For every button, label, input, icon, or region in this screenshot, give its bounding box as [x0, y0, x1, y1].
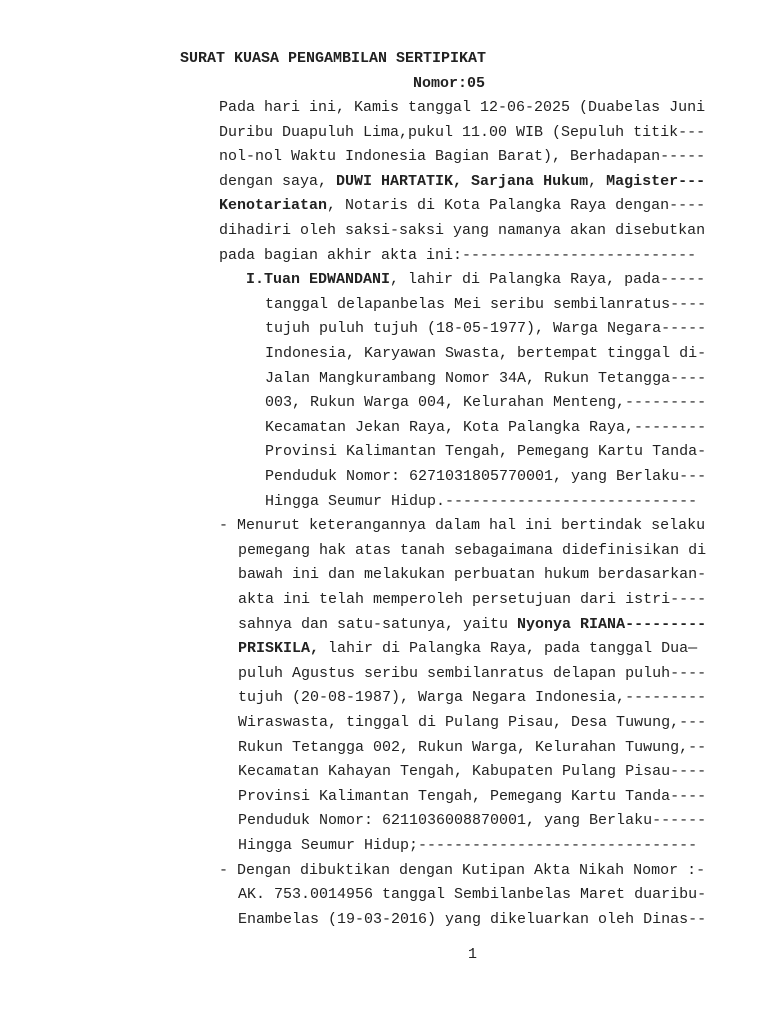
text-line — [219, 96, 705, 121]
text-line — [219, 194, 705, 219]
text-line — [265, 293, 706, 318]
text-run: Penduduk Nomor: 6211036008870001, yang Berlaku------ — [238, 812, 707, 830]
text-line — [238, 809, 706, 834]
text-run: Hingga Seumur Hidup;------------------------------- — [238, 837, 698, 854]
text-run: Indonesia, Karyawan Swasta, bertempat tinggal di- — [265, 345, 707, 362]
text-run: bawah ini dan melakukan perbuatan hukum berdasarkan- — [238, 566, 707, 584]
bold-text: Tuan EDWANDANI — [264, 271, 391, 289]
text-line — [238, 539, 706, 564]
text-run: 003, Rukun Warga 004, Kelurahan Menteng,--------- — [265, 394, 707, 412]
text-run: Hingga Seumur Hidup.---------------------------- — [265, 492, 698, 510]
text-line — [238, 588, 706, 613]
text-line — [238, 908, 706, 933]
text-run: Pada hari ini, Kamis tanggal 12-06-2025 (Duabelas Juni — [219, 99, 706, 116]
text-line — [238, 883, 706, 908]
bold-text: DUWI HARTATIK, Sarjana Hukum — [336, 172, 589, 190]
text-line — [238, 563, 706, 588]
text-line — [265, 465, 706, 490]
text-line — [219, 121, 705, 146]
text-run: tujuh puluh tujuh (18-05-1977), Warga Negara----- — [265, 320, 707, 338]
bold-text: I. — [246, 271, 265, 289]
text-run: , Notaris di Kota Palangka Raya dengan---- — [327, 197, 706, 215]
text-line — [238, 686, 706, 711]
text-run: Enambelas (19-03-2016) yang dikeluarkan oleh Dinas-- — [238, 910, 707, 928]
document-number: Nomor:05 — [413, 75, 486, 92]
text-run: , — [588, 172, 607, 190]
text-run: Kecamatan Jekan Raya, Kota Palangka Raya,-------- — [265, 418, 707, 436]
text-line — [219, 244, 696, 269]
text-line — [265, 490, 697, 515]
text-run: lahir di Palangka Raya, pada tanggal Dua— — [319, 640, 698, 658]
text-run: pemegang hak atas tanah sebagaimana didefinisikan di — [238, 541, 707, 559]
text-line — [265, 367, 706, 392]
document-title: SURAT KUASA PENGAMBILAN SERTIPIKAT — [180, 50, 487, 67]
text-run: Penduduk Nomor: 6271031805770001, yang Berlaku--- — [265, 468, 707, 485]
text-line — [238, 637, 697, 662]
text-line — [219, 859, 705, 884]
text-run: Rukun Tetangga 002, Rukun Warga, Kelurahan Tuwung,-- — [238, 738, 707, 756]
text-run: Duribu Duapuluh Lima,pukul 11.00 WIB (Sepuluh titik--- — [219, 123, 706, 141]
text-run: Jalan Mangkurambang Nomor 34A, Rukun Tetangga---- — [265, 369, 707, 387]
text-run: - Dengan dibuktikan dengan Kutipan Akta Nikah Nomor :- — [219, 861, 706, 879]
text-line — [238, 711, 706, 736]
text-line — [238, 613, 706, 638]
text-run: AK. 753.0014956 tanggal Sembilanbelas Maret duaribu- — [238, 886, 707, 904]
text-line — [219, 514, 705, 539]
text-line — [265, 342, 706, 367]
text-run: dihadiri oleh saksi-saksi yang namanya akan disebutkan — [219, 222, 706, 239]
bold-text: Kenotariatan — [219, 197, 328, 215]
text-line — [238, 760, 706, 785]
text-line — [238, 785, 706, 810]
text-line — [265, 416, 706, 441]
text-line — [265, 391, 706, 416]
text-run: - Menurut keterangannya dalam hal ini bertindak selaku — [219, 517, 706, 535]
text-run: tujuh (20-08-1987), Warga Negara Indonesia,--------- — [238, 689, 707, 707]
text-run: puluh Agustus seribu sembilanratus delapan puluh---- — [238, 664, 707, 682]
text-line — [219, 219, 705, 244]
text-line — [219, 145, 705, 170]
bold-text: PRISKILA, — [238, 640, 320, 658]
text-run: Provinsi Kalimantan Tengah, Pemegang Kartu Tanda---- — [238, 787, 707, 805]
page-number: 1 — [468, 946, 478, 963]
text-run: , lahir di Palangka Raya, pada----- — [390, 271, 706, 289]
text-run: pada bagian akhir akta ini:-------------------------- — [219, 246, 697, 264]
text-run: sahnya dan satu-satunya, yaitu — [238, 615, 518, 633]
text-run: Kecamatan Kahayan Tengah, Kabupaten Pulang Pisau---- — [238, 763, 707, 781]
text-run: tanggal delapanbelas Mei seribu sembilanratus---- — [265, 295, 707, 313]
text-run: dengan saya, — [219, 172, 337, 190]
text-line — [238, 662, 706, 687]
text-line — [265, 440, 706, 465]
text-line — [238, 736, 706, 761]
text-line — [238, 834, 697, 859]
bold-text: Nyonya RIANA--------- — [517, 615, 707, 633]
bold-text: Magister--- — [606, 172, 706, 190]
text-run: nol-nol Waktu Indonesia Bagian Barat), Berhadapan----- — [219, 148, 706, 166]
text-run: Wiraswasta, tinggal di Pulang Pisau, Desa Tuwung,--- — [238, 714, 707, 731]
text-run: Provinsi Kalimantan Tengah, Pemegang Kartu Tanda- — [265, 443, 707, 461]
text-line — [219, 170, 705, 195]
text-line — [246, 268, 705, 293]
text-line — [265, 317, 706, 342]
text-run: akta ini telah memperoleh persetujuan dari istri---- — [238, 591, 707, 608]
